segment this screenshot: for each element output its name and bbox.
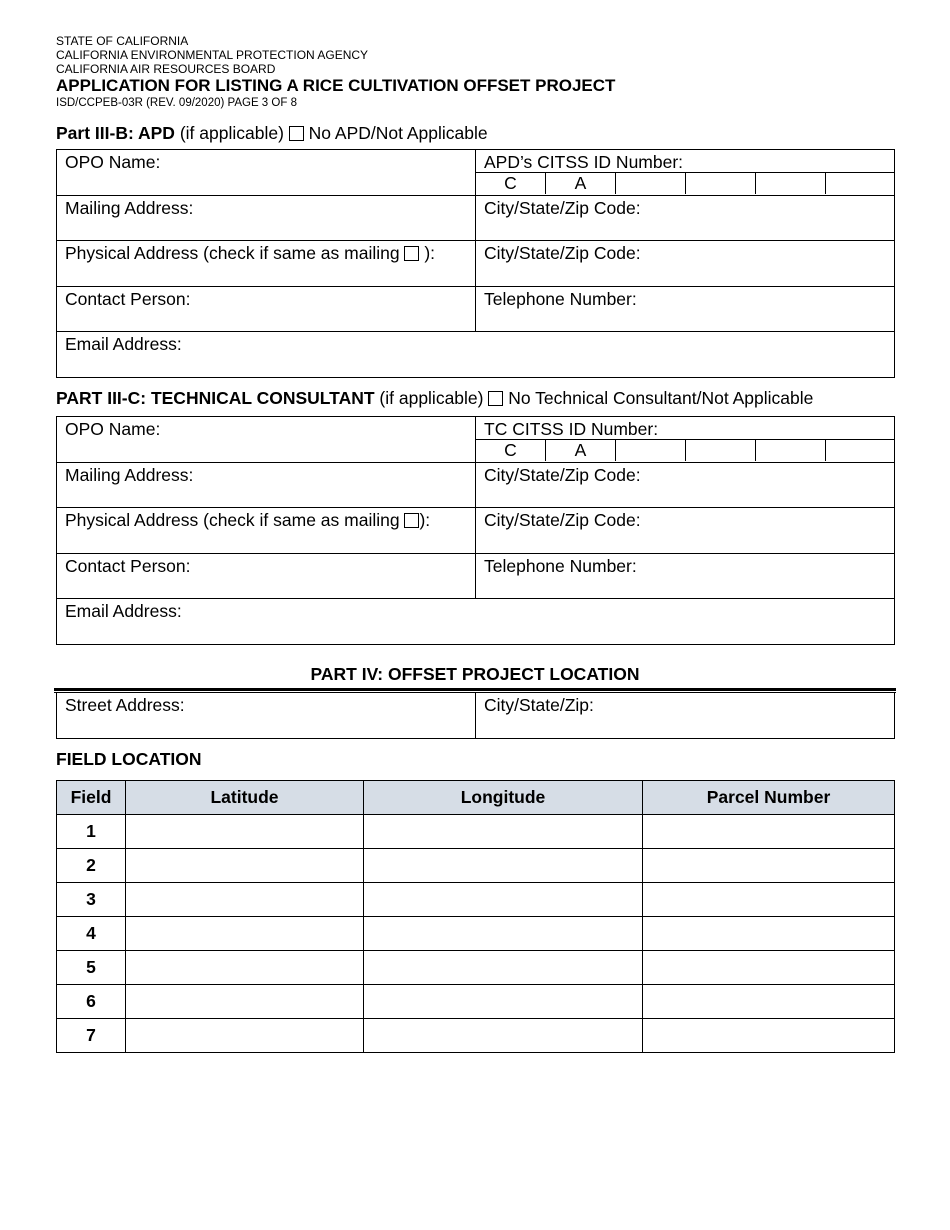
parcel-number-cell[interactable] bbox=[643, 848, 895, 882]
apd-mailing-address-field[interactable]: Mailing Address: bbox=[57, 196, 476, 241]
field-number: 1 bbox=[57, 814, 126, 848]
apd-same-as-mailing-checkbox[interactable] bbox=[404, 246, 419, 261]
street-address-field[interactable]: Street Address: bbox=[57, 693, 476, 738]
apd-citss-id-field[interactable] bbox=[476, 150, 895, 196]
tc-citss-id-field[interactable] bbox=[476, 417, 895, 463]
apd-citss-box[interactable] bbox=[826, 173, 894, 194]
table-row bbox=[57, 1018, 895, 1052]
table-row bbox=[57, 848, 895, 882]
apd-citss-boxes[interactable] bbox=[476, 172, 894, 194]
tc-citss-prefix-c: C bbox=[476, 440, 546, 461]
form-page bbox=[56, 34, 894, 1053]
tc-citss-box[interactable] bbox=[616, 440, 686, 461]
tc-email-field[interactable]: Email Address: bbox=[57, 599, 895, 645]
longitude-cell[interactable] bbox=[364, 984, 643, 1018]
part3b-heading-bold: Part III-B: APD bbox=[56, 123, 175, 143]
tc-citss-prefix-a: A bbox=[546, 440, 616, 461]
part3c-heading-bold: PART III-C: TECHNICAL CONSULTANT bbox=[56, 388, 375, 408]
no-apd-label: No APD/Not Applicable bbox=[308, 123, 488, 143]
longitude-cell[interactable] bbox=[364, 882, 643, 916]
parcel-number-cell[interactable] bbox=[643, 1018, 895, 1052]
apd-physical-address-field[interactable]: Physical Address (check if same as mailing ): bbox=[57, 241, 476, 287]
apd-email-field[interactable]: Email Address: bbox=[57, 332, 895, 378]
part3b-heading-rest: (if applicable) bbox=[174, 123, 289, 143]
apd-citss-box[interactable] bbox=[616, 173, 686, 194]
latitude-cell[interactable] bbox=[126, 1018, 364, 1052]
part3c-heading bbox=[56, 387, 894, 409]
col-header-parcel-number: Parcel Number bbox=[643, 780, 895, 814]
parcel-number-cell[interactable] bbox=[643, 882, 895, 916]
latitude-cell[interactable] bbox=[126, 984, 364, 1018]
apd-opo-name-field[interactable]: OPO Name: bbox=[57, 150, 476, 196]
parcel-number-cell[interactable] bbox=[643, 814, 895, 848]
tc-city-state-zip-field[interactable]: City/State/Zip Code: bbox=[476, 463, 895, 508]
field-number: 7 bbox=[57, 1018, 126, 1052]
longitude-cell[interactable] bbox=[364, 848, 643, 882]
part3b-table bbox=[56, 149, 895, 378]
field-number: 2 bbox=[57, 848, 126, 882]
apd-physical-city-state-zip-field[interactable]: City/State/Zip Code: bbox=[476, 241, 895, 287]
parcel-number-cell[interactable] bbox=[643, 984, 895, 1018]
longitude-cell[interactable] bbox=[364, 950, 643, 984]
apd-citss-prefix-a: A bbox=[546, 173, 616, 194]
col-header-longitude: Longitude bbox=[364, 780, 643, 814]
project-city-state-zip-field[interactable]: City/State/Zip: bbox=[476, 693, 895, 738]
table-row bbox=[57, 916, 895, 950]
tc-opo-name-field[interactable]: OPO Name: bbox=[57, 417, 476, 463]
tc-contact-person-field[interactable]: Contact Person: bbox=[57, 554, 476, 599]
field-location-table bbox=[56, 780, 895, 1053]
apd-telephone-field[interactable]: Telephone Number: bbox=[476, 287, 895, 332]
table-row bbox=[57, 814, 895, 848]
part3b-heading bbox=[56, 122, 894, 144]
tc-same-as-mailing-checkbox[interactable] bbox=[404, 513, 419, 528]
field-number: 4 bbox=[57, 916, 126, 950]
latitude-cell[interactable] bbox=[126, 814, 364, 848]
part4-title: PART IV: OFFSET PROJECT LOCATION bbox=[310, 664, 640, 684]
tc-physical-address-field[interactable]: Physical Address (check if same as mailing ): bbox=[57, 508, 476, 554]
col-header-latitude: Latitude bbox=[126, 780, 364, 814]
part3c-table bbox=[56, 416, 895, 645]
tc-telephone-field[interactable]: Telephone Number: bbox=[476, 554, 895, 599]
col-header-field: Field bbox=[57, 780, 126, 814]
table-row bbox=[57, 984, 895, 1018]
field-number: 5 bbox=[57, 950, 126, 984]
latitude-cell[interactable] bbox=[126, 882, 364, 916]
no-apd-checkbox[interactable] bbox=[289, 126, 304, 141]
latitude-cell[interactable] bbox=[126, 848, 364, 882]
part3c-heading-rest: (if applicable) bbox=[374, 388, 489, 408]
agency-calepa: CALIFORNIA ENVIRONMENTAL PROTECTION AGENCY bbox=[56, 48, 369, 62]
apd-contact-person-field[interactable]: Contact Person: bbox=[57, 287, 476, 332]
apd-citss-box[interactable] bbox=[686, 173, 756, 194]
table-row bbox=[57, 950, 895, 984]
tc-citss-boxes[interactable] bbox=[476, 439, 894, 461]
table-row bbox=[57, 882, 895, 916]
parcel-number-cell[interactable] bbox=[643, 950, 895, 984]
latitude-cell[interactable] bbox=[126, 950, 364, 984]
field-location-heading: FIELD LOCATION bbox=[56, 748, 202, 769]
parcel-number-cell[interactable] bbox=[643, 916, 895, 950]
apd-city-state-zip-field[interactable]: City/State/Zip Code: bbox=[476, 196, 895, 241]
tc-mailing-address-field[interactable]: Mailing Address: bbox=[57, 463, 476, 508]
longitude-cell[interactable] bbox=[364, 1018, 643, 1052]
no-tc-label: No Technical Consultant/Not Applicable bbox=[508, 388, 814, 408]
tc-citss-box[interactable] bbox=[686, 440, 756, 461]
apd-citss-box[interactable] bbox=[756, 173, 826, 194]
form-id: ISD/CCPEB-03R (REV. 09/2020) PAGE 3 OF 8 bbox=[56, 97, 297, 109]
agency-state: STATE OF CALIFORNIA bbox=[56, 34, 189, 48]
apd-citss-label: APD’s CITSS ID Number: bbox=[484, 152, 684, 172]
tc-citss-box[interactable] bbox=[756, 440, 826, 461]
latitude-cell[interactable] bbox=[126, 916, 364, 950]
tc-citss-box[interactable] bbox=[826, 440, 894, 461]
form-title: APPLICATION FOR LISTING A RICE CULTIVATION OFFSET PROJECT bbox=[56, 76, 616, 95]
form-header bbox=[56, 34, 894, 110]
field-number: 6 bbox=[57, 984, 126, 1018]
no-tc-checkbox[interactable] bbox=[488, 391, 503, 406]
longitude-cell[interactable] bbox=[364, 916, 643, 950]
longitude-cell[interactable] bbox=[364, 814, 643, 848]
part4-table bbox=[56, 693, 895, 739]
field-number: 3 bbox=[57, 882, 126, 916]
agency-carb: CALIFORNIA AIR RESOURCES BOARD bbox=[56, 62, 276, 76]
tc-physical-city-state-zip-field[interactable]: City/State/Zip Code: bbox=[476, 508, 895, 554]
apd-citss-prefix-c: C bbox=[476, 173, 546, 194]
tc-citss-label: TC CITSS ID Number: bbox=[484, 419, 659, 439]
